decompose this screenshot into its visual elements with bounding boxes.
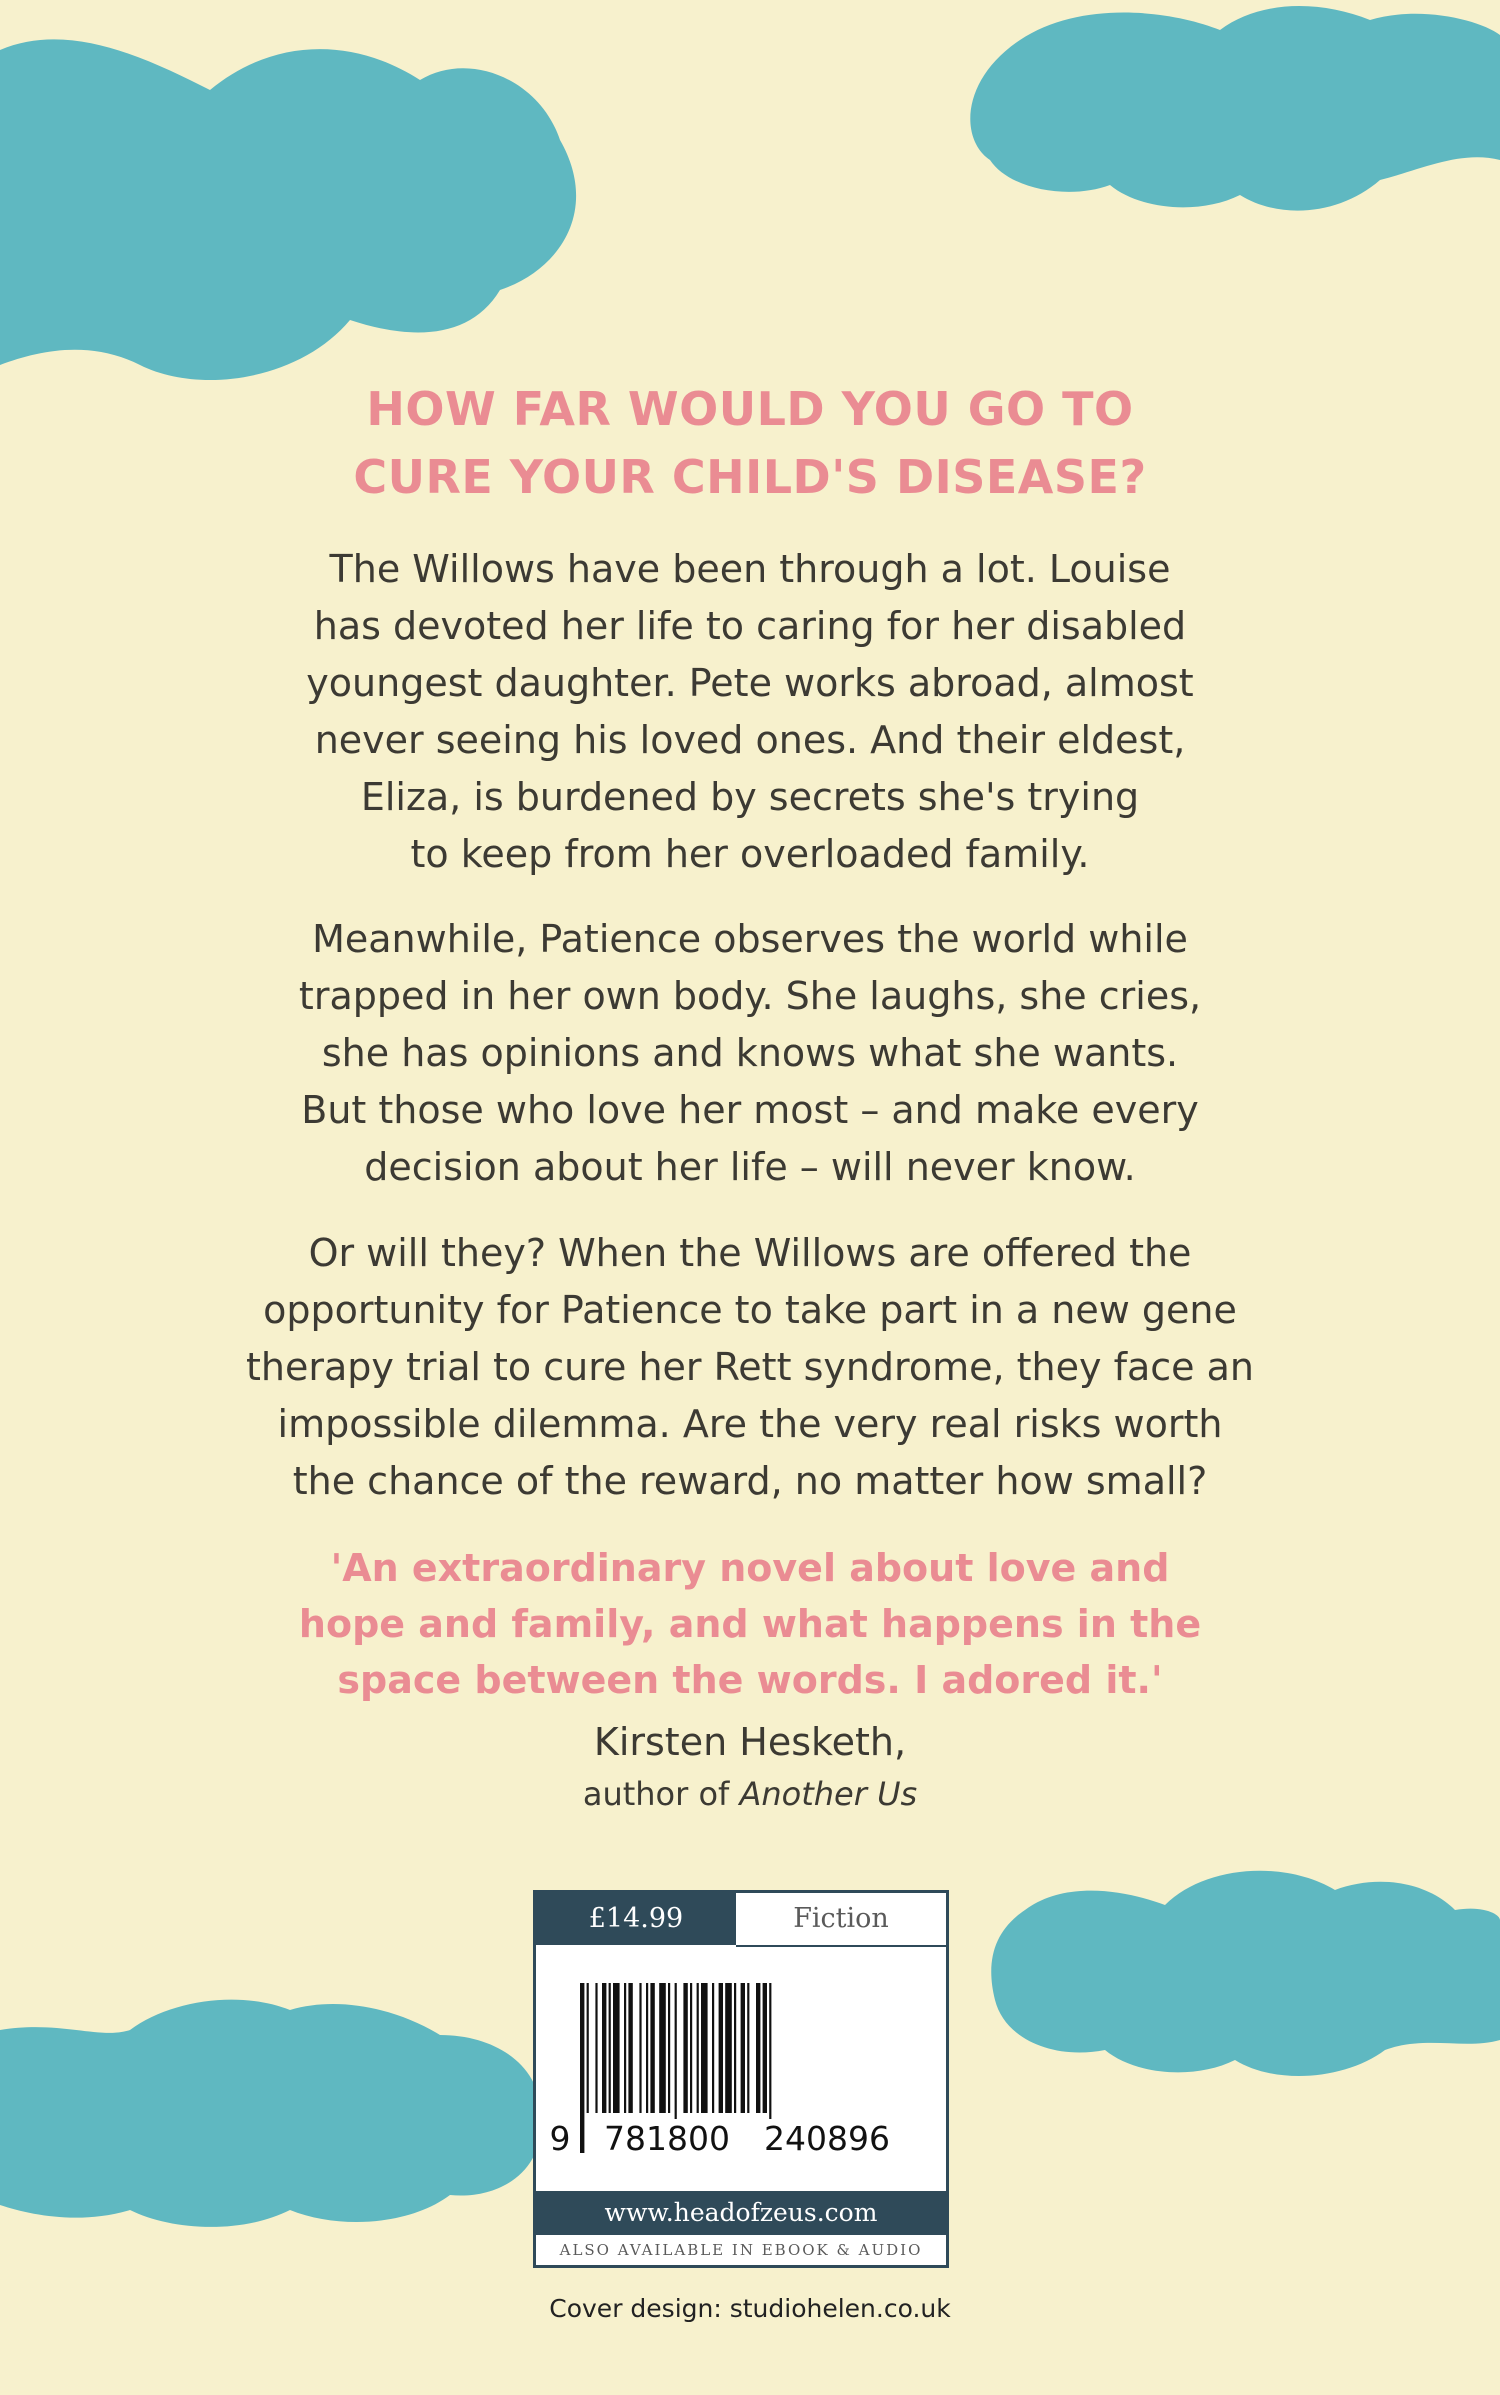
also-available-label: ALSO AVAILABLE IN EBOOK & AUDIO (559, 2241, 923, 2259)
blurb-paragraph-2 (150, 911, 1350, 1196)
genre-label: Fiction (736, 1893, 946, 1947)
blurb-line: to keep from her overloaded family. (410, 832, 1090, 876)
blurb-line: she has opinions and knows what she wants. (321, 1031, 1179, 1075)
blurb-line: therapy trial to cure her Rett syndrome, they face an (246, 1345, 1254, 1389)
cloud-bottom-right (985, 1850, 1500, 2090)
barcode-bar (659, 1983, 666, 2113)
barcode-bar (697, 1983, 699, 2113)
barcode-bar (734, 1983, 736, 2113)
quote-author-credit (0, 1772, 1500, 1816)
publisher-website: www.headofzeus.com (536, 2191, 946, 2235)
blurb-line: the chance of the reward, no matter how small? (292, 1459, 1208, 1503)
barcode-bar (587, 1983, 589, 2113)
cloud-top-right (960, 0, 1500, 230)
cloud-bottom-left (0, 1990, 545, 2240)
barcode-bar (639, 1983, 641, 2113)
barcode-bar (690, 1983, 692, 2113)
barcode-bar (646, 1983, 648, 2113)
price-label: £14.99 (536, 1893, 736, 1945)
blurb-line: impossible dilemma. Are the very real risks worth (277, 1402, 1223, 1446)
blurb-line: trapped in her own body. She laughs, she cries, (298, 974, 1202, 1018)
barcode-bar (613, 1983, 620, 2113)
quote-line: hope and family, and what happens in the (298, 1602, 1202, 1646)
blurb-paragraph-1 (150, 541, 1350, 883)
cover-design-credit: Cover design: studiohelen.co.uk (549, 2294, 951, 2323)
barcode-bar (668, 1983, 670, 2113)
quote-author: Kirsten Hesketh, (593, 1720, 907, 1764)
author-book-title: Another Us (739, 1775, 918, 1813)
isbn-group-1: 781800 (604, 2119, 730, 2158)
barcode-bar (602, 1983, 606, 2113)
headline-line-1: HOW FAR WOULD YOU GO TO (366, 382, 1134, 436)
headline-line-2: CURE YOUR CHILD'S DISEASE? (353, 450, 1147, 504)
headline (0, 375, 1500, 511)
barcode-bar (763, 1983, 767, 2113)
barcode-bar (741, 1983, 745, 2113)
barcode-bar (756, 1983, 760, 2113)
blurb-line: youngest daughter. Pete works abroad, almost (306, 661, 1194, 705)
blurb-line: Meanwhile, Patience observes the world while (312, 917, 1188, 961)
quote-line: space between the words. I adored it.' (337, 1658, 1163, 1702)
barcode-bar (580, 1983, 584, 2153)
blurb-line: The Willows have been through a lot. Louise (329, 547, 1171, 591)
blurb-line: Or will they? When the Willows are offered the (308, 1231, 1192, 1275)
cloud-top-left (0, 20, 590, 400)
isbn-first-digit: 9 (546, 2119, 574, 2159)
barcode-bar (747, 1983, 749, 2113)
quote-line: 'An extraordinary novel about love and (330, 1546, 1170, 1590)
blurb-line: opportunity for Patience to take part in a new gene (263, 1288, 1237, 1332)
barcode-bar (609, 1983, 611, 2113)
isbn-group-2: 240896 (764, 2119, 890, 2158)
blurb-line: But those who love her most – and make every (301, 1088, 1199, 1132)
barcode-bar (595, 1983, 597, 2113)
blurb-line: has devoted her life to caring for her disabled (313, 604, 1187, 648)
barcode-bar (624, 1983, 626, 2113)
barcode-bar (701, 1983, 708, 2113)
barcode-bar (712, 1983, 714, 2113)
blurb-paragraph-3 (150, 1225, 1350, 1510)
blurb-line: decision about her life – will never know. (364, 1145, 1136, 1189)
barcode-bar (725, 1983, 732, 2113)
barcode-bar (628, 1983, 632, 2113)
blurb-line: Eliza, is burdened by secrets she's trying (360, 775, 1140, 819)
blurb-line: never seeing his loved ones. And their eldest, (314, 718, 1186, 762)
barcode-panel (533, 1890, 949, 2268)
barcode-bar (719, 1983, 723, 2113)
review-quote (150, 1540, 1350, 1708)
author-prefix: author of (582, 1775, 740, 1813)
barcode-bar (650, 1983, 654, 2113)
barcode-bar (683, 1983, 687, 2113)
